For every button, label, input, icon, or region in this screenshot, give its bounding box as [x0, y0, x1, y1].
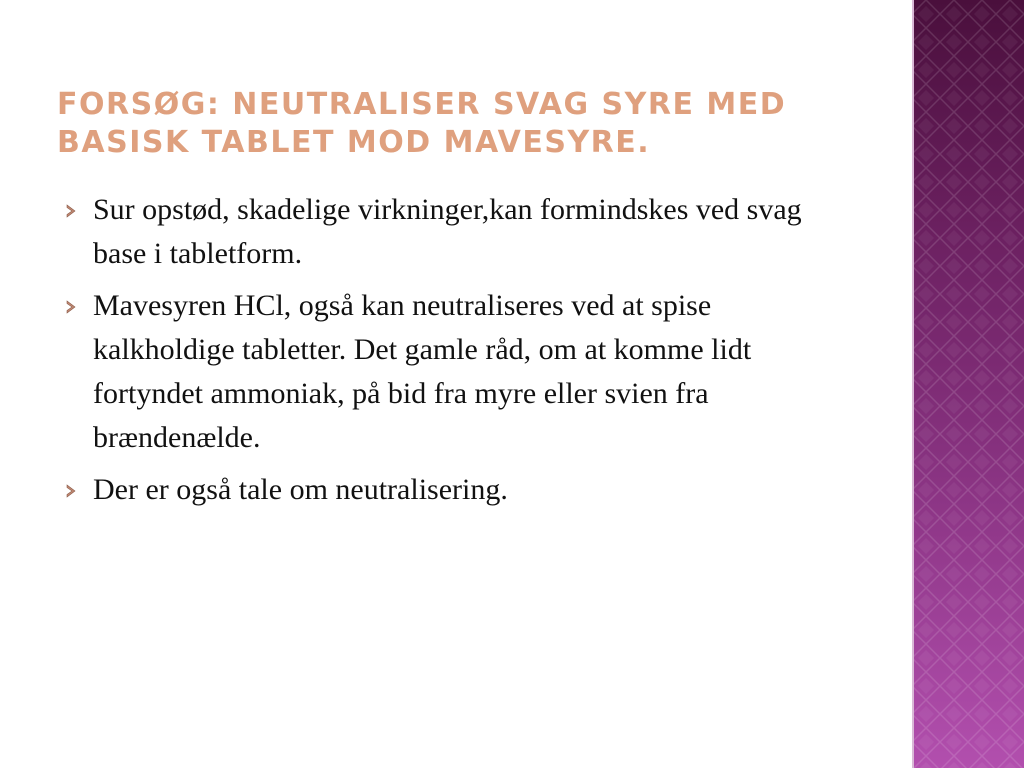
- decorative-sidebar: [912, 0, 1024, 768]
- bullet-text: Der er også tale om neutralisering.: [93, 473, 508, 506]
- chevron-right-icon: [64, 203, 80, 219]
- sidebar-edge: [912, 0, 914, 768]
- bullet-item-1: [60, 188, 850, 276]
- bullet-item-2: [60, 284, 850, 460]
- bullet-list: [60, 188, 850, 520]
- chevron-right-icon: [64, 483, 80, 499]
- bullet-text: Mavesyren HCl, også kan neutraliseres ved at spise kalkholdige tabletter. Det gamle råd, om at komme lidt fortyndet ammoniak, på bid fra myre eller svien fra brændenælde.: [93, 289, 752, 454]
- slide-title: FORSØG: NEUTRALISER SVAG SYRE MED BASISK TABLET MOD MAVESYRE.: [57, 87, 787, 160]
- bullet-text: Sur opstød, skadelige virkninger,kan formindskes ved svag base i tabletform.: [93, 193, 802, 270]
- chevron-right-icon: [64, 299, 80, 315]
- bullet-item-3: [60, 468, 850, 512]
- diamond-pattern: [912, 0, 1024, 768]
